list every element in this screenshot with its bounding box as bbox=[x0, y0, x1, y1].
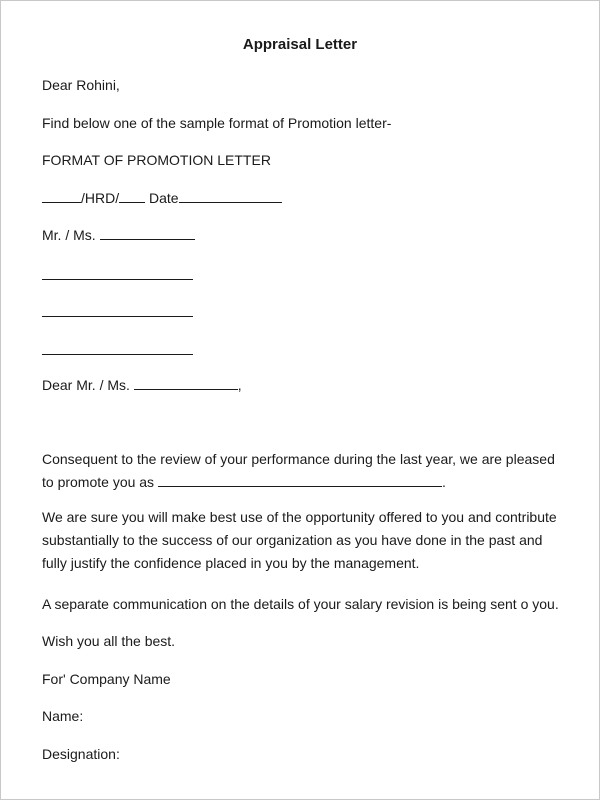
ref-year-blank bbox=[119, 190, 145, 203]
addressee-blank bbox=[100, 227, 195, 240]
format-heading: FORMAT OF PROMOTION LETTER bbox=[42, 152, 271, 168]
designation-label: Designation: bbox=[42, 746, 120, 762]
paragraph-promotion bbox=[42, 448, 555, 494]
address-line-1 bbox=[42, 279, 193, 280]
ref-hrd-label: /HRD/ bbox=[81, 190, 120, 206]
address-line-2 bbox=[42, 316, 193, 317]
dear-suffix: , bbox=[237, 377, 242, 393]
salutation: Dear Rohini, bbox=[42, 77, 120, 93]
addressee-line bbox=[42, 227, 195, 243]
paragraph-line: substantially to the success of our organization as you have done in the past and bbox=[42, 532, 543, 548]
name-label: Name: bbox=[42, 708, 84, 724]
designation-blank bbox=[158, 474, 442, 487]
addressee-label: Mr. / Ms. bbox=[42, 227, 96, 243]
paragraph-opportunity bbox=[42, 506, 557, 575]
page-title: Appraisal Letter bbox=[242, 36, 358, 53]
paragraph-line: fully justify the confidence placed in you by the management. bbox=[42, 555, 420, 571]
reference-line bbox=[42, 190, 282, 206]
closing-line: Wish you all the best. bbox=[42, 633, 176, 649]
dear-label: Dear Mr. / Ms. bbox=[42, 377, 130, 393]
intro-text: Find below one of the sample format of Promotion letter- bbox=[42, 115, 392, 131]
company-name-line: For' Company Name bbox=[42, 671, 171, 687]
dear-name-blank bbox=[134, 377, 238, 390]
paragraph-line: We are sure you will make best use of the opportunity offered to you and contribute bbox=[42, 509, 557, 525]
paragraph-line: Consequent to the review of your performance during the last year, we are pleased bbox=[42, 451, 555, 467]
promote-prefix: to promote you as bbox=[42, 474, 155, 490]
dear-line bbox=[42, 377, 242, 393]
ref-number-blank bbox=[42, 190, 81, 203]
date-label: Date bbox=[145, 190, 179, 206]
date-blank bbox=[179, 190, 282, 203]
address-line-3 bbox=[42, 354, 193, 355]
paragraph-salary: A separate communication on the details of your salary revision is being sent o you. bbox=[42, 596, 559, 612]
promote-suffix: . bbox=[441, 474, 446, 490]
paragraph-line bbox=[42, 471, 555, 494]
